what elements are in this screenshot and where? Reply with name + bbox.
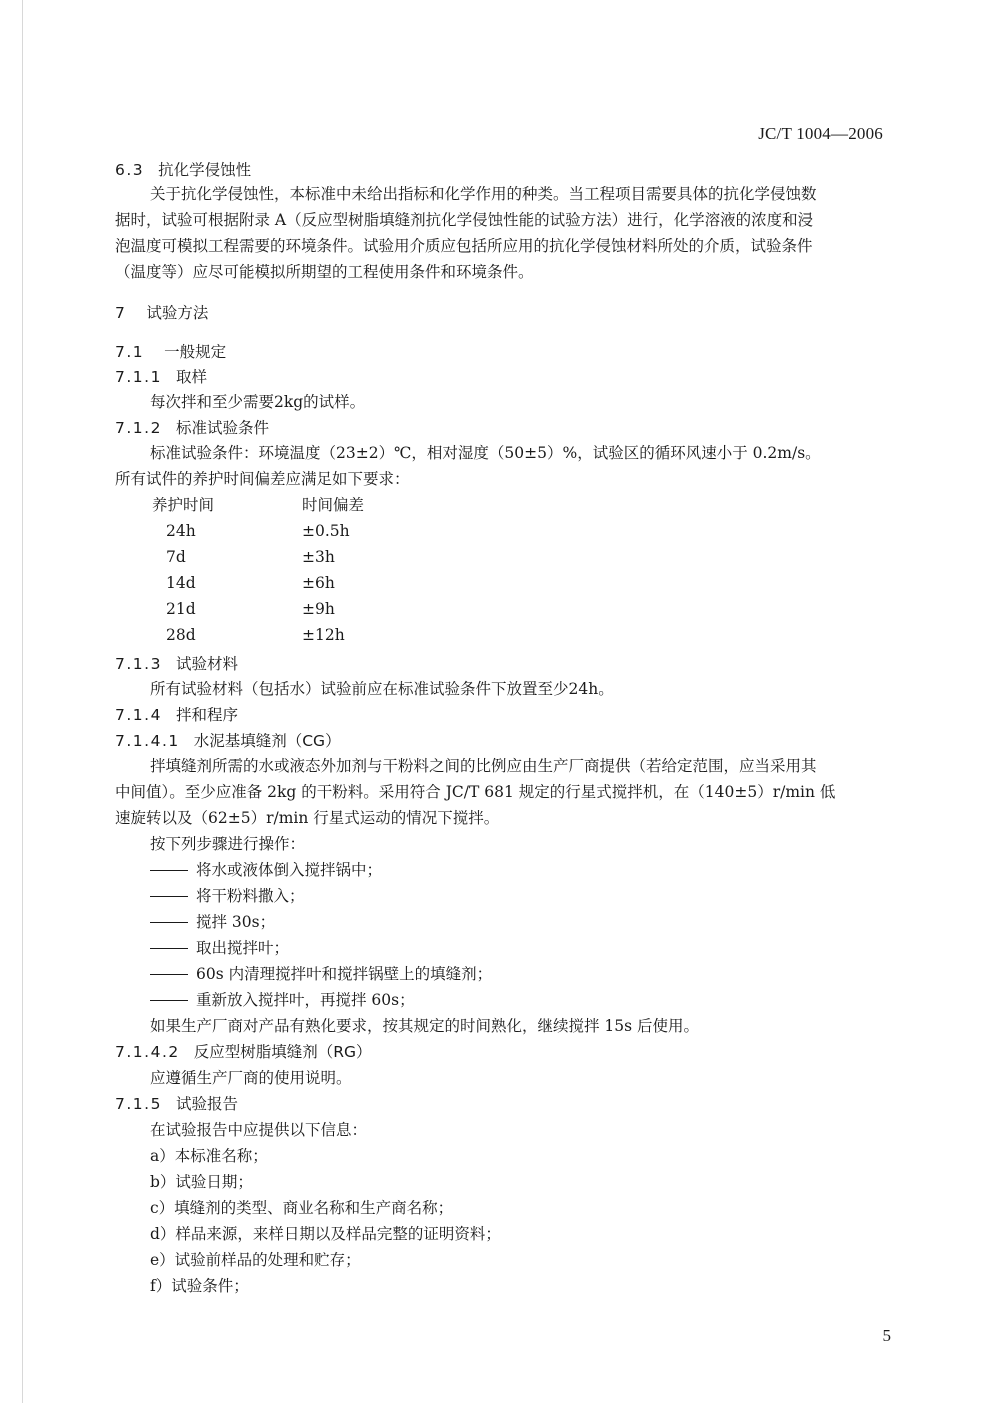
paragraph-line: 所有试件的养护时间偏差应满足如下要求：: [115, 470, 410, 488]
heading-title: 抗化学侵蚀性: [158, 161, 252, 179]
dash-bullet: [150, 948, 188, 949]
heading-number: 7.1.3: [115, 655, 162, 673]
heading-number: 7.1.2: [115, 419, 162, 437]
paragraph-line: 关于抗化学侵蚀性，本标准中未给出指标和化学作用的种类。当工程项目需要具体的抗化学侵蚀数: [150, 185, 817, 203]
dash-bullet: [150, 1000, 188, 1001]
report-item: c）填缝剂的类型、商业名称和生产商名称；: [150, 1199, 454, 1217]
heading-7-1-4-2: [115, 1042, 372, 1062]
steps-intro: 按下列步骤进行操作：: [150, 835, 306, 853]
step-item: 重新放入搅拌叶，再搅拌 60s；: [150, 990, 415, 1010]
heading-number: 7.1.4.2: [115, 1043, 180, 1061]
report-intro: 在试验报告中应提供以下信息：: [150, 1121, 368, 1139]
heading-number: 7: [115, 304, 127, 322]
paragraph-line: 如果生产厂商对产品有熟化要求，按其规定的时间熟化，继续搅拌 15s 后使用。: [150, 1017, 700, 1035]
paragraph-line: 标准试验条件：环境温度（23±2）℃，相对湿度（50±5）%，试验区的循环风速小于 0.2m/s。: [150, 444, 821, 462]
heading-title: 试验报告: [175, 1095, 238, 1113]
table-cell-deviation: ±3h: [302, 548, 335, 566]
paragraph-line: 速旋转以及（62±5）r/min 行星式运动的情况下搅拌。: [115, 809, 500, 827]
heading-6-3: [115, 160, 251, 180]
heading-7-1-5: [115, 1094, 238, 1114]
table-cell-deviation: ±9h: [302, 600, 335, 618]
table-cell-time: 14d: [166, 574, 196, 592]
table-cell-deviation: ±6h: [302, 574, 335, 592]
heading-number: 7.1: [115, 343, 145, 361]
dash-bullet: [150, 896, 188, 897]
heading-title: 反应型树脂填缝剂（RG）: [193, 1043, 372, 1061]
page-number: 5: [882, 1326, 891, 1345]
standard-code: JC/T 1004—2006: [758, 124, 883, 143]
heading-7-1: [115, 342, 226, 362]
heading-number: 6.3: [115, 161, 145, 179]
heading-7-1-3: [115, 654, 238, 674]
heading-7-1-4-1: [115, 731, 341, 751]
paragraph-line: 泡温度可模拟工程需要的环境条件。试验用介质应包括所应用的抗化学侵蚀材料所处的介质，试验条件: [115, 237, 813, 255]
heading-title: 试验材料: [175, 655, 238, 673]
paragraph-line: 中间值）。至少应准备 2kg 的干粉料。采用符合 JC/T 681 规定的行星式搅拌机，在（140±5）r/min 低: [115, 783, 836, 801]
dash-bullet: [150, 922, 188, 923]
paragraph-line: （温度等）应尽可能模拟所期望的工程使用条件和环境条件。: [115, 263, 534, 281]
table-cell-time: 21d: [166, 600, 196, 618]
heading-number: 7.1.1: [115, 368, 162, 386]
heading-title: 取样: [175, 368, 207, 386]
report-item: b）试验日期；: [150, 1173, 253, 1191]
table-cell-time: 24h: [166, 522, 196, 540]
paragraph-line: 据时，试验可根据附录 A（反应型树脂填缝剂抗化学侵蚀性能的试验方法）进行，化学溶液的浓度和浸: [115, 211, 814, 229]
scan-edge-line: [22, 0, 23, 1403]
table-header-time-deviation: 时间偏差: [302, 496, 365, 514]
report-item: d）样品来源，来样日期以及样品完整的证明资料；: [150, 1225, 501, 1243]
table-cell-deviation: ±0.5h: [302, 522, 350, 540]
heading-title: 试验方法: [146, 304, 209, 322]
heading-number: 7.1.4: [115, 706, 162, 724]
table-cell-deviation: ±12h: [302, 626, 345, 644]
report-item: a）本标准名称；: [150, 1147, 268, 1165]
step-item: 将水或液体倒入搅拌锅中；: [150, 860, 382, 880]
dash-bullet: [150, 974, 188, 975]
heading-7-1-2: [115, 418, 269, 438]
heading-number: 7.1.5: [115, 1095, 162, 1113]
step-item: 将干粉料撒入；: [150, 886, 305, 906]
paragraph-line: 每次拌和至少需要2kg的试样。: [150, 393, 366, 411]
heading-title: 一般规定: [164, 343, 227, 361]
table-cell-time: 28d: [166, 626, 196, 644]
step-item: 取出搅拌叶；: [150, 938, 289, 958]
step-item: 60s 内清理搅拌叶和搅拌锅壁上的填缝剂；: [150, 964, 492, 984]
heading-7-1-4: [115, 705, 238, 725]
report-item: e）试验前样品的处理和贮存；: [150, 1251, 361, 1269]
report-item: f）试验条件；: [150, 1277, 249, 1295]
step-item: 搅拌 30s；: [150, 912, 275, 932]
paragraph-line: 所有试验材料（包括水）试验前应在标准试验条件下放置至少24h。: [150, 680, 614, 698]
table-header-curing-time: 养护时间: [152, 496, 215, 514]
heading-title: 拌和程序: [175, 706, 238, 724]
heading-7: [115, 303, 208, 323]
heading-title: 水泥基填缝剂（CG）: [193, 732, 341, 750]
heading-number: 7.1.4.1: [115, 732, 180, 750]
heading-7-1-1: [115, 367, 207, 387]
table-cell-time: 7d: [166, 548, 186, 566]
dash-bullet: [150, 870, 188, 871]
paragraph-line: 应遵循生产厂商的使用说明。: [150, 1069, 352, 1087]
heading-title: 标准试验条件: [175, 419, 269, 437]
paragraph-line: 拌填缝剂所需的水或液态外加剂与干粉料之间的比例应由生产厂商提供（若给定范围，应当采用其: [150, 757, 817, 775]
